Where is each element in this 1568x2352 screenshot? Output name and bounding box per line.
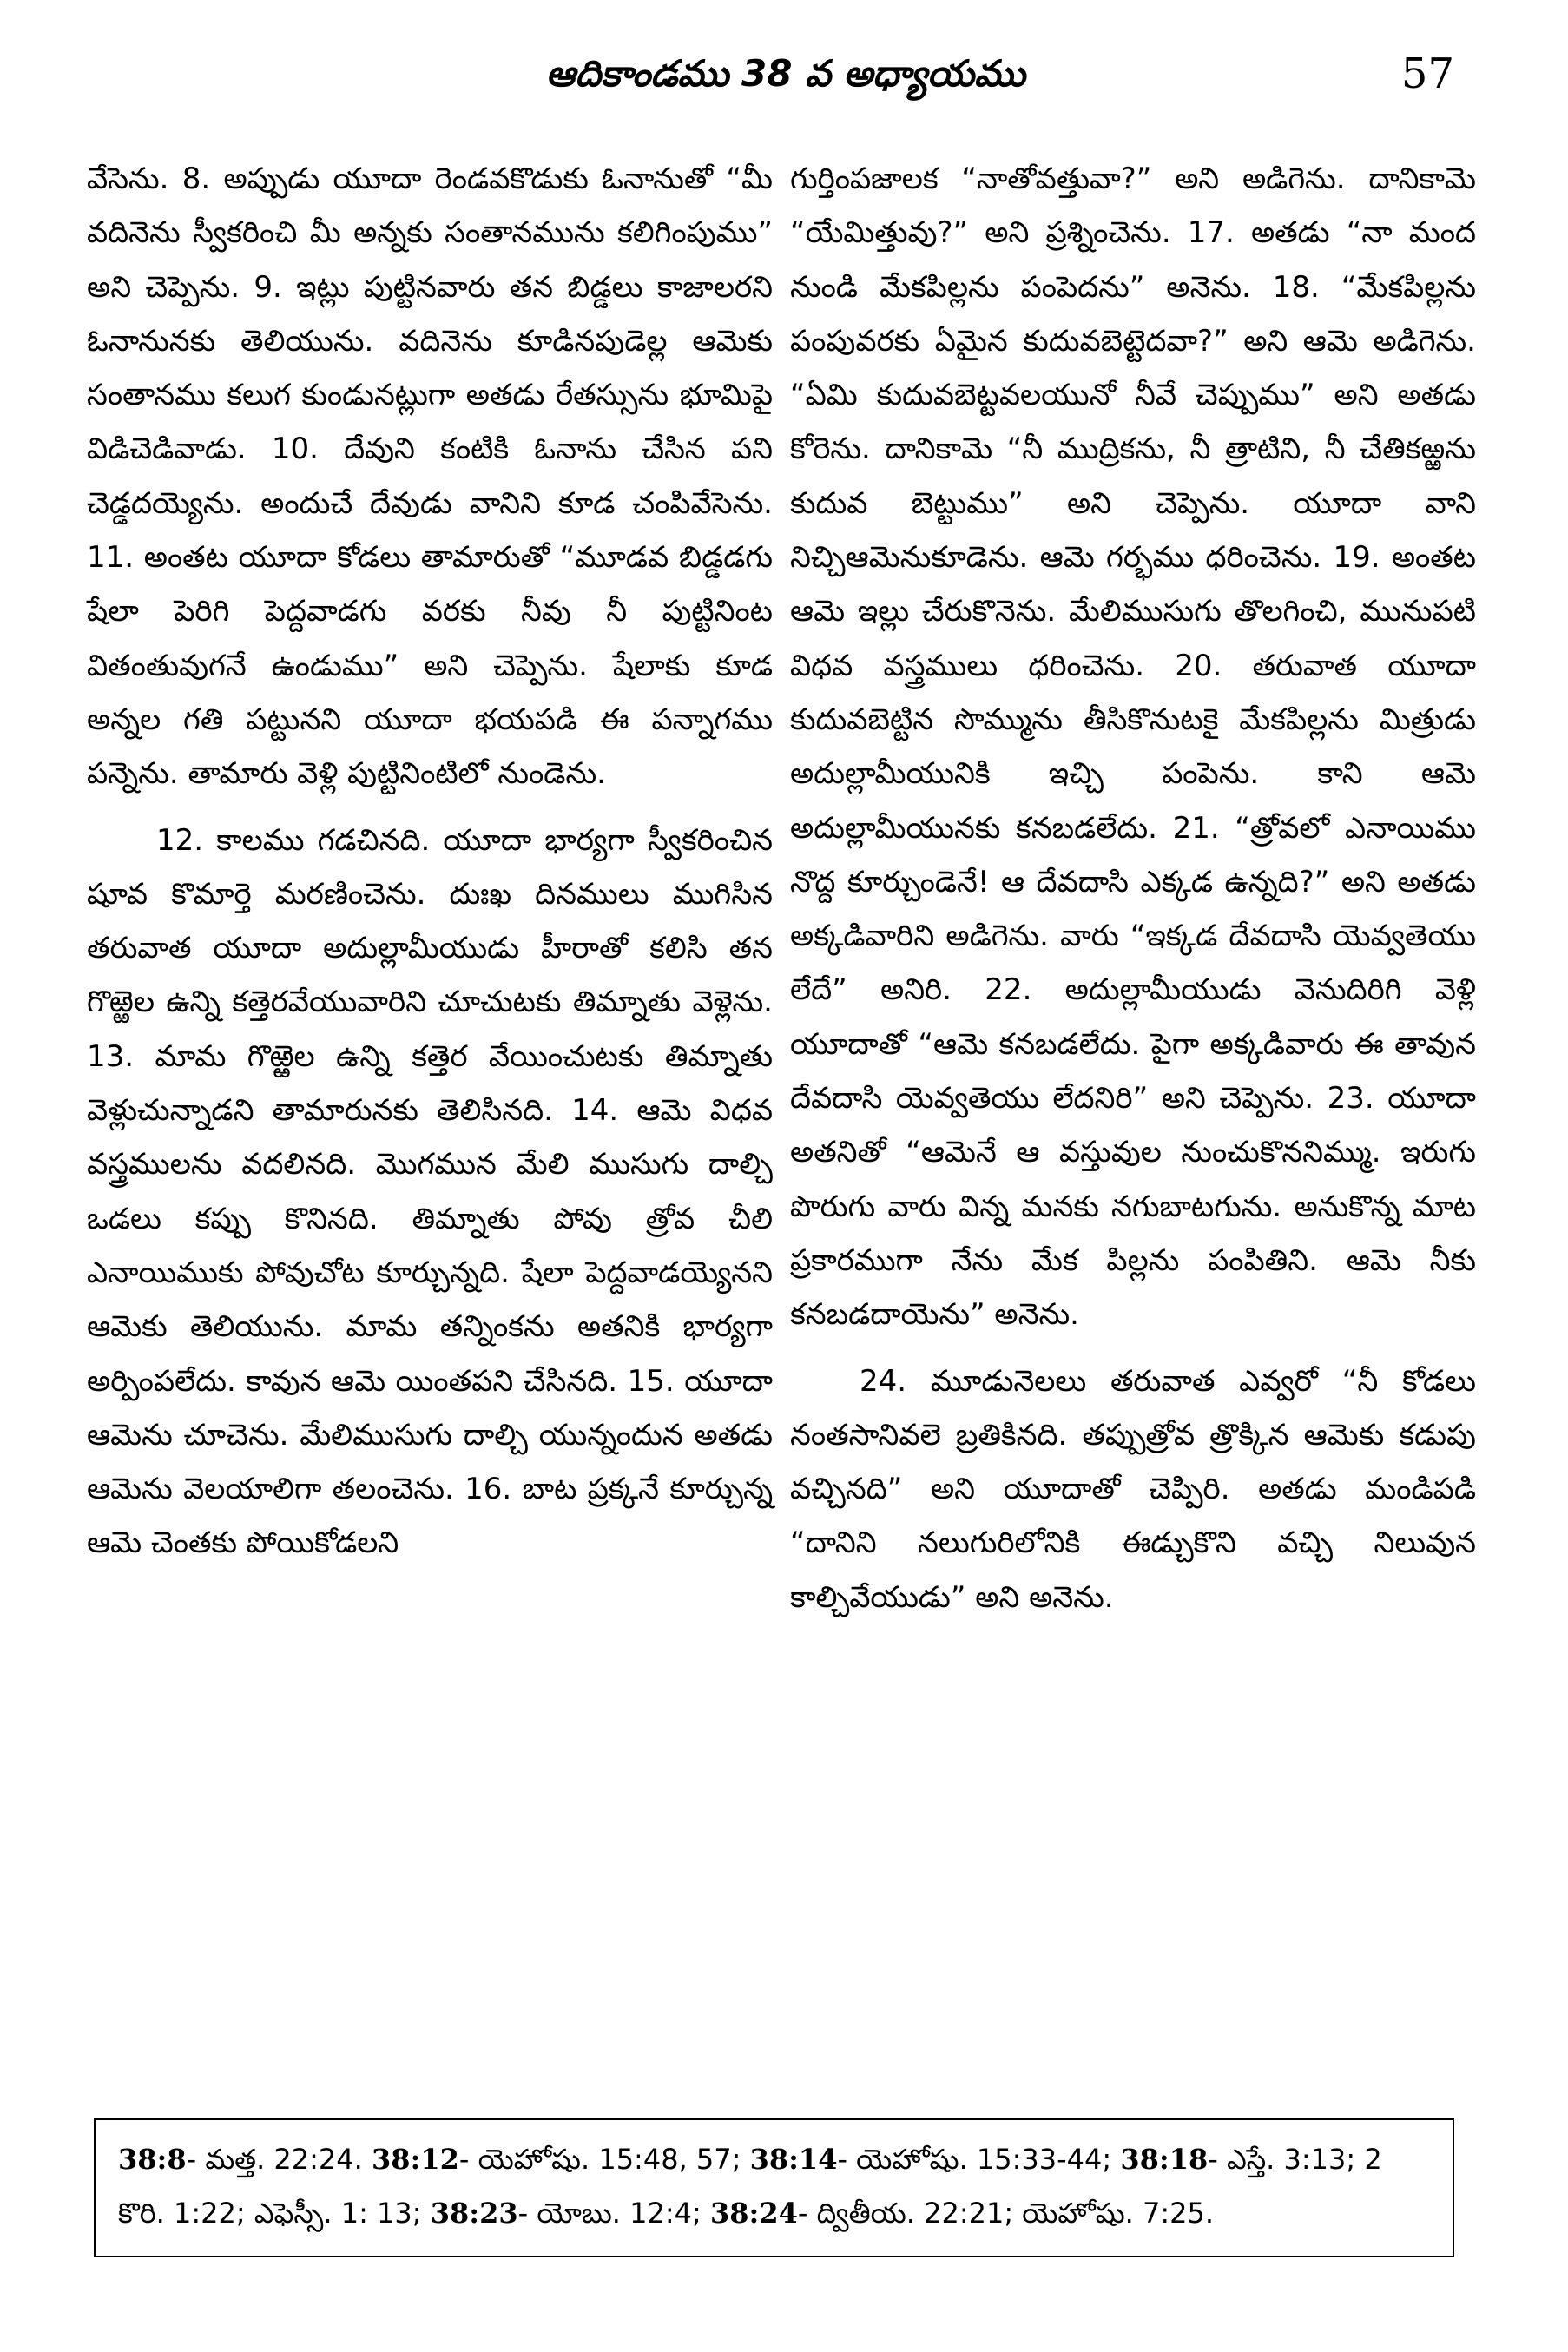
footnote-text: ద్వితీయ. 22:21; యెహోషు. 7:25. <box>816 2197 1215 2230</box>
cross-reference-box: 38:8- మత్త. 22:24. 38:12- యెహోషు. 15:48, 57; 38:14- యెహోషు. 15:33-44; 38:18- ఎస్తే. 3:13; 2 కొరి. 1:22; ఎఫెస్సీ. 1: 13; 38:23- యోబు. 12:4; 38:24- ద్వితీయ. 22:21; యెహోషు. 7:25. <box>94 2118 1454 2257</box>
page-header <box>82 43 1489 113</box>
right-column <box>790 152 1476 1624</box>
chapter-title: ఆదికాండము 38 వ అధ్యాయము <box>545 52 1026 95</box>
footnote-ref: 38:14 <box>749 2143 838 2176</box>
footnote-text: యెహోషు. 15:33-44; <box>856 2143 1112 2176</box>
footnote-ref: 38:8 <box>118 2143 187 2176</box>
footnote-text: మత్త. 22:24. <box>205 2143 363 2176</box>
footnote-text: యోబు. 12:4; <box>537 2197 702 2230</box>
paragraph: గుర్తింపజాలక “నాతోవత్తువా?” అని అడిగెను. దానికామె “యేమిత్తువు?” అని ప్రశ్నించెను. 17. అతడు “నా మంద నుండి మేకపిల్లను పంపెదను” అనెను. 18. “మేకపిల్లను పంపువరకు ఏమైన కుదువబెట్టెదవా?” అని ఆమె అడిగెను. “ఏమి కుదువబెట్టవలయునో నీవే చెప్పుము” అని అతడు కోరెను. దానికామె “నీ ముద్రికను, నీ త్రాటిని, నీ చేతికఱ్ఱను కుదువ బెట్టుము” అని చెప్పెను. యూదా వాని నిచ్చిఆమెనుకూడెను. ఆమె గర్భము ధరించెను. 19. అంతట ఆమె ఇల్లు చేరుకొనెను. మేలిముసుగు తొలగించి, మునుపటి విధవ వస్త్రములు ధరించెను. 20. తరువాత యూదా కుదువబెట్టిన సొమ్మును తీసికొనుటకై మేకపిల్లను మిత్రుడు అదుల్లామీయునికి ఇచ్చి పంపెను. కాని ఆమె అదుల్లామీయునకు కనబడలేదు. 21. “త్రోవలో ఎనాయిము నొద్ద కూర్చుండెనే! ఆ దేవదాసి ఎక్కడ ఉన్నది?” అని అతడు అక్కడివారిని అడిగెను. వారు “ఇక్కడ దేవదాసి యెవ్వతెయు లేదే” అనిరి. 22. అదుల్లామీయుడు వెనుదిరిగి వెళ్లి యూదాతో “ఆమె కనబడలేదు. పైగా అక్కడివారు ఈ తావున దేవదాసి యెవ్వతెయు లేదనిరి” అని చెప్పెను. 23. యూదా అతనితో “ఆమెనే ఆ వస్తువుల నుంచుకొననిమ్ము. ఇరుగు పొరుగు వారు విన్న మనకు నగుబాటగును. అనుకొన్న మాట ప్రకారముగా నేను మేక పిల్లను పంపితిని. ఆమె నీకు కనబడదాయెను” అనెను. <box>790 161 1476 1333</box>
footnote-text: యెహోషు. 15:48, 57; <box>478 2143 741 2176</box>
footnote-text: ఎస్తే. 3:13; 2 కొరి. 1:22; ఎఫెస్సీ. 1: 13; <box>118 2143 1382 2230</box>
footnote-ref: 38:24 <box>709 2197 798 2230</box>
left-column <box>87 152 773 1571</box>
footnote-ref: 38:23 <box>430 2197 518 2230</box>
page-number: 57 <box>1400 49 1454 98</box>
footnote-ref: 38:12 <box>372 2143 459 2176</box>
paragraph: వేసెను. 8. అప్పుడు యూదా రెండవకొడుకు ఓనానుతో “మీ వదినెను స్వీకరించి మీ అన్నకు సంతానమును కలిగింపుము” అని చెప్పెను. 9. ఇట్లు పుట్టినవారు తన బిడ్డలు కాజాలరని ఓనానునకు తెలియును. వదినెను కూడినపుడెల్ల ఆమెకు సంతానము కలుగ కుండునట్లుగా అతడు రేతస్సును భూమిపై విడిచెడివాడు. 10. దేవుని కంటికి ఓనాను చేసిన పని చెడ్డదయ్యెను. అందుచే దేవుడు వానిని కూడ చంపివేసెను. 11. అంతట యూదా కోడలు తామారుతో “మూడవ బిడ్డడగు షేలా పెరిగి పెద్దవాడగు వరకు నీవు నీ పుట్టినింట వితంతువుగనే ఉండుము” అని చెప్పెను. షేలాకు కూడ అన్నల గతి పట్టునని యూదా భయపడి ఈ పన్నాగము పన్నెను. తామారు వెళ్లి పుట్టినింటిలో నుండెను. <box>87 161 773 792</box>
footnote-ref: 38:18 <box>1120 2143 1209 2176</box>
paragraph: 24. మూడునెలలు తరువాత ఎవ్వరో “నీ కోడలు నంతసానివలె బ్రతికినది. తప్పుత్రోవ త్రొక్కిన ఆమెకు కడుపు వచ్చినది” అని యూదాతో చెప్పిరి. అతడు మండిపడి “దానిని నలుగురిలోనికి ఈడ్చుకొని వచ్చి నిలువున కాల్చివేయుడు” అని అనెను. <box>790 1363 1476 1615</box>
paragraph: 12. కాలము గడచినది. యూదా భార్యగా స్వీకరించిన షూవ కొమార్తె మరణించెను. దుఃఖ దినములు ముగిసిన తరువాత యూదా అదుల్లామీయుడు హీరాతో కలిసి తన గొఱ్ఱెల ఉన్ని కత్తెరవేయువారిని చూచుటకు తిమ్నాతు వెళ్లెను. 13. మామ గొఱ్ఱెల ఉన్ని కత్తెర వేయించుటకు తిమ్నాతు వెళ్లుచున్నాడని తామారునకు తెలిసినది. 14. ఆమె విధవ వస్త్రములను వదలినది. మొగమున మేలి ముసుగు దాల్చి ఒడలు కప్పు కొనినది. తిమ్నాతు పోవు త్రోవ చీలి ఎనాయిముకు పోవుచోట కూర్చున్నది. షేలా పెద్దవాడయ్యెనని ఆమెకు తెలియును. మామ తన్నింకను అతనికి భార్యగా అర్పింపలేదు. కావున ఆమె యింతపని చేసినది. 15. యూదా ఆమెను చూచెను. మేలిముసుగు దాల్చి యున్నందున అతడు ఆమెను వెలయాలిగా తలంచెను. 16. బాట ప్రక్కనే కూర్చున్న ఆమె చెంతకు పోయికోడలని <box>87 822 773 1561</box>
